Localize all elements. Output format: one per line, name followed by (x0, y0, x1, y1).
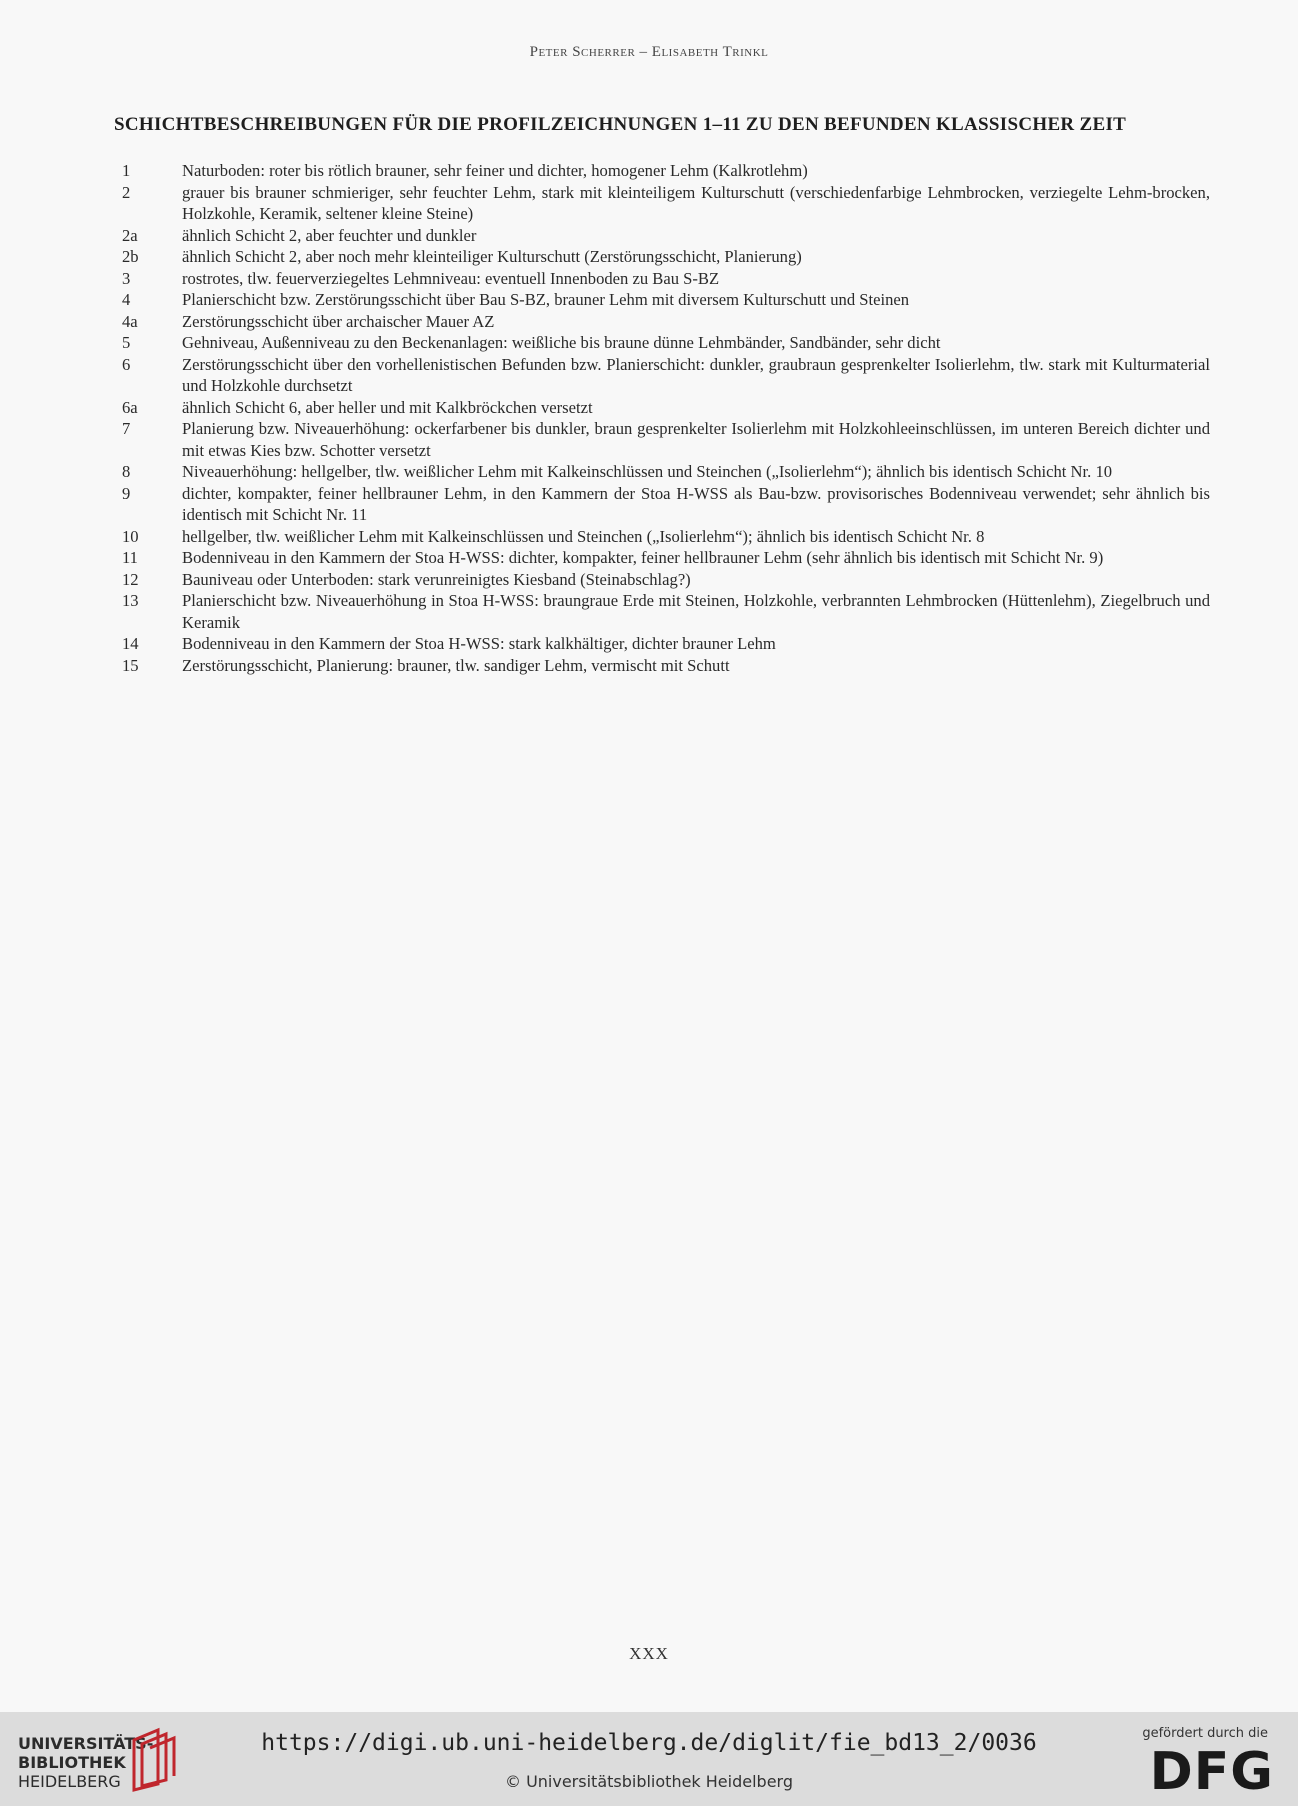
layer-description: Bodenniveau in den Kammern der Stoa H-WSS: dichter, kompakter, feiner hellbrauner Lehm (sehr ähnlich bis identisch mit Schicht Nr. 9) (182, 548, 1104, 567)
layer-row (114, 418, 1210, 461)
layer-list (114, 160, 1210, 676)
layer-row (114, 182, 1210, 225)
section-title: SCHICHTBESCHREIBUNGEN FÜR DIE PROFILZEICHNUNGEN 1–11 ZU DEN BEFUNDEN KLASSISCHER ZEIT (114, 114, 1127, 135)
layer-row (114, 461, 1210, 483)
layer-description: Planierschicht bzw. Niveauerhöhung in Stoa H-WSS: braungraue Erde mit Steinen, Holzkohle, verbrannten Lehmbrocken (Hüttenlehm), Ziegelbruch und Keramik (182, 591, 1210, 632)
layer-number: 2 (122, 182, 131, 202)
layer-description: ähnlich Schicht 2, aber feuchter und dunkler (182, 225, 477, 245)
layer-row (114, 633, 1210, 655)
layer-row (114, 268, 1210, 290)
funding-caption: gefördert durch die (1142, 1726, 1268, 1741)
layer-row (114, 354, 1210, 397)
layer-description: dichter, kompakter, feiner hellbrauner Lehm, in den Kammern der Stoa H-WSS als Bau-bzw. provisorisches Bodenniveau verwendet; sehr ähnlich bis identisch mit Schicht Nr. 11 (182, 483, 1210, 524)
layer-description: Zerstörungsschicht über den vorhellenistischen Befunden bzw. Planierschicht: dunkler, graubraun gesprenkelter Isolierlehm, tlw. stark mit Kulturmaterial und Holzkohle durchsetzt (182, 354, 1210, 395)
layer-description: Planierung bzw. Niveauerhöhung: ockerfarbener bis dunkler, braun gesprenkelter Isolierlehm mit Holzkohleeinschlüssen, im unteren Bereich dichter und mit etwas Kies bzw. Schotter versetzt (182, 419, 1210, 460)
layer-row (114, 289, 1210, 311)
permalink-url[interactable]: https://digi.ub.uni-heidelberg.de/diglit/fie_bd13_2/0036 (261, 1730, 1037, 1756)
layer-number: 2b (122, 247, 139, 266)
layer-description: ähnlich Schicht 2, aber noch mehr kleinteiliger Kulturschutt (Zerstörungsschicht, Planierung) (182, 247, 802, 266)
layer-description: Zerstörungsschicht, Planierung: brauner, tlw. sandiger Lehm, vermischt mit Schutt (182, 655, 730, 675)
layer-row (114, 590, 1210, 633)
layer-number: 6 (122, 354, 131, 374)
layer-number: 12 (122, 569, 139, 589)
layer-row (114, 160, 1210, 182)
layer-description: Bodenniveau in den Kammern der Stoa H-WSS: stark kalkhältiger, dichter brauner Lehm (182, 634, 776, 653)
layer-row (114, 526, 1210, 548)
library-line-2: BIBLIOTHEK (18, 1753, 126, 1772)
layer-number: 6a (122, 397, 138, 417)
layer-description: Gehniveau, Außenniveau zu den Beckenanlagen: weißliche bis braune dünne Lehmbänder, Sandbänder, sehr dicht (182, 333, 941, 352)
layer-row (114, 655, 1210, 677)
layer-row (114, 397, 1210, 419)
layer-row (114, 547, 1210, 569)
layer-description: rostrotes, tlw. feuerverziegeltes Lehmniveau: eventuell Innenboden zu Bau S-BZ (182, 268, 720, 288)
running-head: Peter Scherrer – Elisabeth Trinkl (529, 44, 769, 60)
layer-number: 10 (122, 526, 139, 546)
layer-number: 4a (122, 311, 138, 331)
layer-number: 7 (122, 419, 131, 438)
layer-number: 5 (122, 333, 131, 352)
footer-bar (0, 1712, 1298, 1806)
layer-number: 4 (122, 290, 131, 309)
page-number: XXX (629, 1644, 669, 1663)
layer-row (114, 246, 1210, 268)
layer-description: Zerstörungsschicht über archaischer Mauer AZ (182, 311, 495, 331)
dfg-logo[interactable]: DFG (1149, 1742, 1274, 1802)
layer-number: 2a (122, 225, 138, 245)
layer-row (114, 569, 1210, 591)
copyright-notice: © Universitätsbibliothek Heidelberg (504, 1772, 793, 1791)
layer-row (114, 332, 1210, 354)
layer-row (114, 483, 1210, 526)
library-line-3: HEIDELBERG (18, 1772, 121, 1791)
layer-number: 1 (122, 161, 131, 180)
layer-number: 15 (122, 655, 139, 675)
layer-description: Naturboden: roter bis rötlich brauner, sehr feiner und dichter, homogener Lehm (Kalkrotlehm) (182, 161, 808, 180)
layer-description: Bauniveau oder Unterboden: stark verunreinigtes Kiesband (Steinabschlag?) (182, 569, 691, 589)
layer-description: hellgelber, tlw. weißlicher Lehm mit Kalkeinschlüssen und Steinchen („Isolierlehm“); ähnlich bis identisch Schicht Nr. 8 (182, 526, 985, 546)
layer-number: 13 (122, 591, 139, 610)
layer-row (114, 225, 1210, 247)
layer-description: Niveauerhöhung: hellgelber, tlw. weißlicher Lehm mit Kalkeinschlüssen und Steinchen („Isolierlehm“); ähnlich bis identisch Schicht Nr. 10 (182, 462, 1113, 481)
layer-description: grauer bis brauner schmieriger, sehr feuchter Lehm, stark mit kleinteiligem Kulturschutt (verschiedenfarbige Lehmbrocken, verziegelte Lehm-brocken, Holzkohle, Keramik, seltener kleine Steine) (182, 182, 1210, 223)
layer-description: ähnlich Schicht 6, aber heller und mit Kalkbröckchen versetzt (182, 397, 593, 417)
layer-number: 9 (122, 483, 131, 503)
layer-number: 14 (122, 634, 139, 653)
layer-number: 11 (122, 548, 138, 567)
layer-description: Planierschicht bzw. Zerstörungsschicht über Bau S-BZ, brauner Lehm mit diversem Kulturschutt und Steinen (182, 290, 910, 309)
layer-number: 8 (122, 462, 131, 481)
library-line-1: UNIVERSITÄTS- (18, 1734, 154, 1753)
layer-number: 3 (122, 268, 131, 288)
layer-row (114, 311, 1210, 333)
